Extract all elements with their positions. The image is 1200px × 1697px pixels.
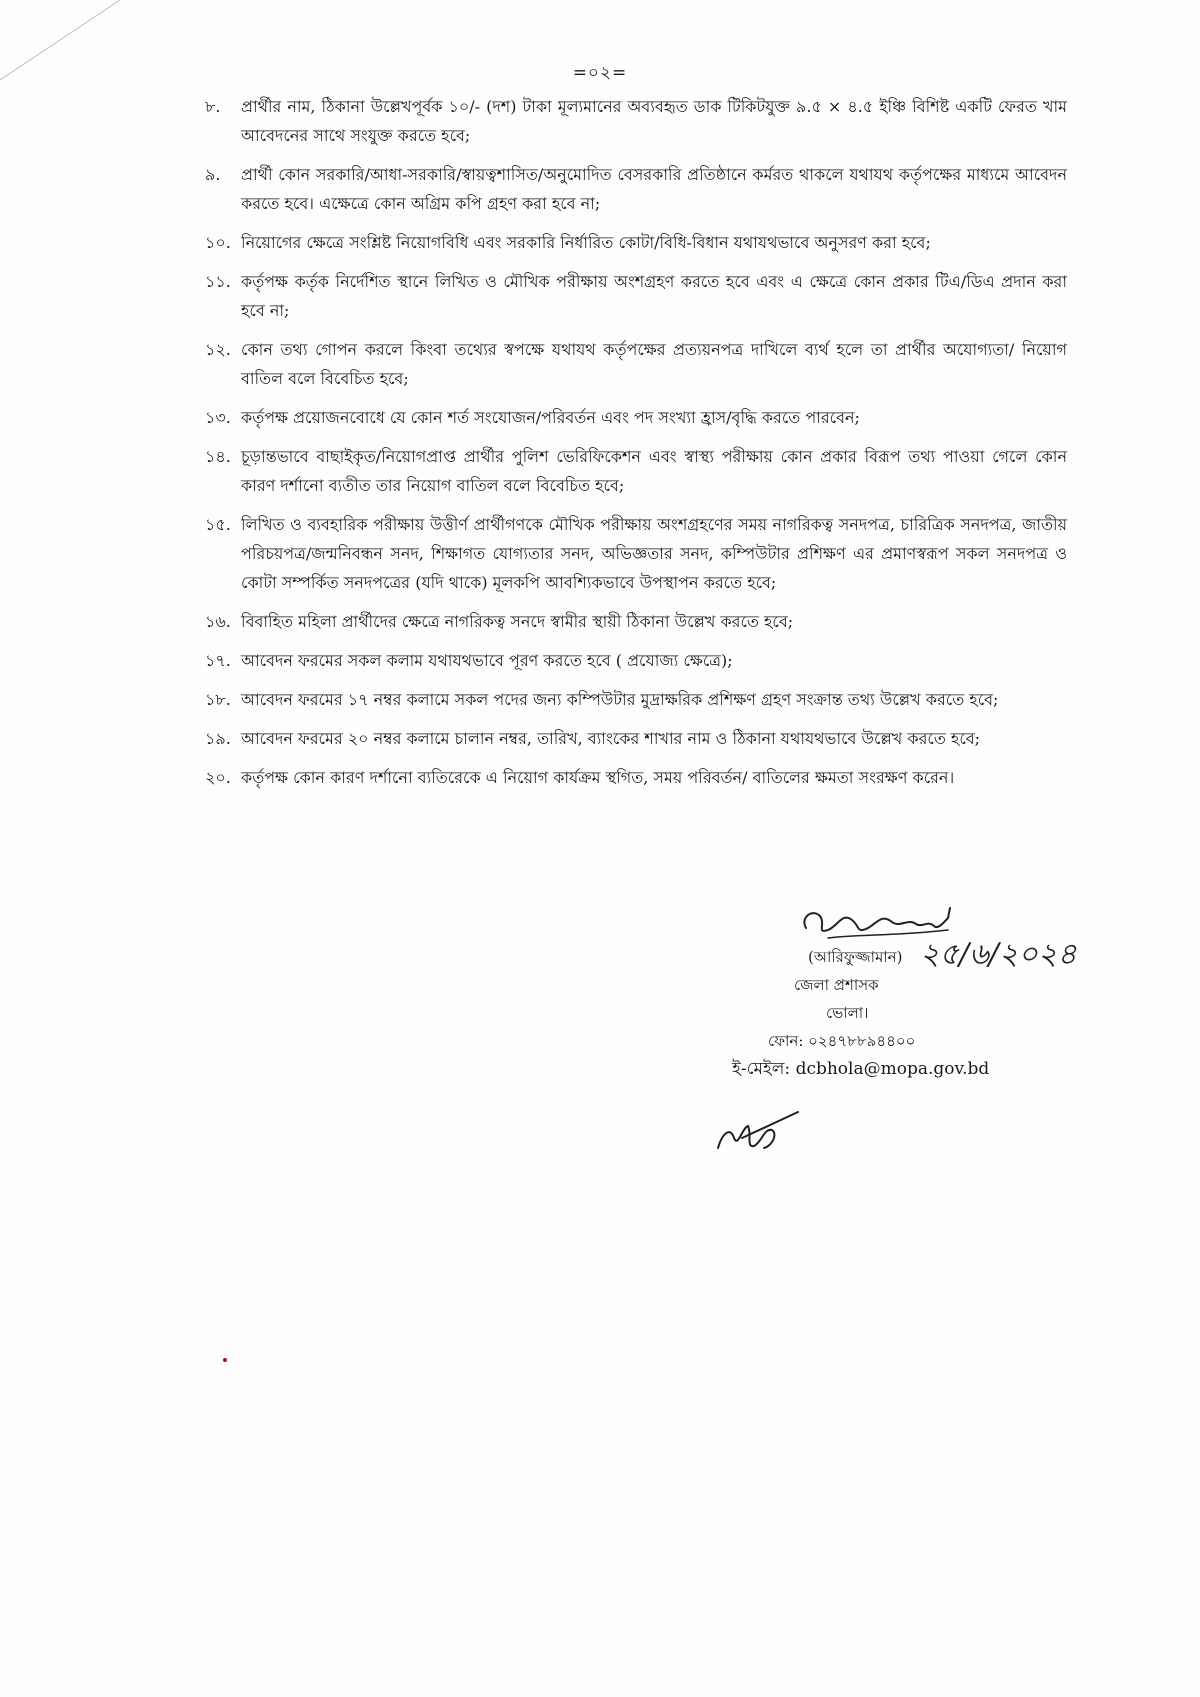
signatory-designation: জেলা প্রশাসক	[794, 976, 879, 994]
clause-text: কর্তৃপক্ষ প্রয়োজনবোধে যে কোন শর্ত সংযোজন/পরিবর্তন এবং পদ সংখ্যা হ্রাস/বৃদ্ধি করতে পারবেন;	[241, 408, 860, 427]
clause-number: ৯.	[205, 165, 221, 184]
clause-text: চূড়ান্তভাবে বাছাইকৃত/নিয়োগপ্রাপ্ত প্রার্থীর পুলিশ ভেরিফিকেশন এবং স্বাস্থ্য পরীক্ষায় কোন প্রকার বিরূপ তথ্য পাওয়া গেলে কোন কারণ দর্শানো ব্যতীত তার নিয়োগ বাতিল বলে বিবেচিত হবে;	[241, 447, 1067, 495]
clause-number: ৮.	[205, 97, 221, 116]
clause-number: ১৯.	[205, 729, 231, 748]
clause-number: ১০.	[205, 233, 231, 252]
clause-text: আবেদন ফরমের ২০ নম্বর কলামে চালান নম্বর, তারিখ, ব্যাংকের শাখার নাম ও ঠিকানা যথাযথভাবে উল্লেখ করতে হবে;	[241, 729, 981, 748]
clause-number: ১৮.	[205, 690, 231, 709]
clause-text: বিবাহিত মহিলা প্রার্থীদের ক্ষেত্রে নাগরিকত্ব সনদে স্বামীর স্থায়ী ঠিকানা উল্লেখ করতে হবে;	[241, 612, 794, 631]
clause-number: ১৭.	[205, 651, 231, 670]
list-item	[205, 442, 1067, 500]
list-item	[205, 607, 1067, 636]
clause-text: আবেদন ফরমের সকল কলাম যথাযথভাবে পূরণ করতে হবে ( প্রযোজ্য ক্ষেত্রে);	[241, 651, 733, 670]
list-item	[205, 763, 1067, 792]
clause-text: প্রার্থীর নাম, ঠিকানা উল্লেখপূর্বক ১০/- (দশ) টাকা মূল্যমানের অব্যবহৃত ডাক টিকিটযুক্ত ৯.৫ × ৪.৫ ইঞ্চি বিশিষ্ট একটি ফেরত খাম আবেদনের সাথে সংযুক্ত করতে হবে;	[241, 97, 1067, 145]
clause-number: ১৫.	[205, 515, 231, 534]
clause-number: ১৪.	[205, 447, 231, 466]
signatory-phone: ফোন: ০২৪৭৮৮৯৪৪০০	[768, 1032, 916, 1050]
clause-text: কোন তথ্য গোপন করলে কিংবা তথ্যের স্বপক্ষে যথাযথ কর্তৃপক্ষের প্রত্যয়নপত্র দাখিলে ব্যর্থ হলে তা প্রার্থীর অযোগ্যতা/ নিয়োগ বাতিল বলে বিবেচিত হবে;	[241, 340, 1067, 388]
clause-text: লিখিত ও ব্যবহারিক পরীক্ষায় উত্তীর্ণ প্রার্থীগণকে মৌখিক পরীক্ষায় অংশগ্রহণের সময় নাগরিকত্ব সনদপত্র, চারিত্রিক সনদপত্র, জাতীয় পরিচয়পত্র/জন্মনিবন্ধন সনদ, শিক্ষাগত যোগ্যতার সনদ, অভিজ্ঞতার সনদ, কম্পিউটার প্রশিক্ষণ এর প্রমাণস্বরূপ সকল সনদপত্র ও কোটা সম্পর্কিত সনদপত্রের (যদি থাকে) মূলকপি আবশ্যিকভাবে উপস্থাপন করতে হবে;	[241, 515, 1067, 592]
terms-list	[205, 92, 1067, 802]
page-number-marker: =০২=	[572, 63, 628, 83]
clause-text: কর্তৃপক্ষ কোন কারণ দর্শানো ব্যতিরেকে এ নিয়োগ কার্যক্রম স্থগিত, সময় পরিবর্তন/ বাতিলের ক্ষমতা সংরক্ষণ করেন।	[241, 768, 955, 787]
clause-text: কর্তৃপক্ষ কর্তৃক নির্দেশিত স্থানে লিখিত ও মৌখিক পরীক্ষায় অংশগ্রহণ করতে হবে এবং এ ক্ষেত্রে কোন প্রকার টিএ/ডিএ প্রদান করা হবে না;	[241, 272, 1067, 320]
list-item	[205, 646, 1067, 675]
list-item	[205, 685, 1067, 714]
signature-block	[732, 900, 1130, 1110]
list-item	[205, 267, 1067, 325]
list-item	[205, 160, 1067, 218]
clause-number: ১৬.	[205, 612, 231, 631]
list-item	[205, 403, 1067, 432]
list-item	[205, 228, 1067, 257]
list-item	[205, 335, 1067, 393]
clause-number: ২০.	[205, 768, 231, 787]
clause-number: ১১.	[205, 272, 231, 291]
signatory-office: ভোলা।	[826, 1004, 869, 1022]
handwritten-initial	[712, 1108, 802, 1158]
list-item	[205, 724, 1067, 753]
ink-speck	[223, 1358, 227, 1362]
clause-text: প্রার্থী কোন সরকারি/আধা-সরকারি/স্বায়ত্বশাসিত/অনুমোদিত বেসরকারি প্রতিষ্ঠানে কর্মরত থাকলে যথাযথ কর্তৃপক্ষের মাধ্যমে আবেদন করতে হবে। এক্ষেত্রে কোন অগ্রিম কপি গ্রহণ করা হবে না;	[241, 165, 1067, 213]
clause-number: ১৩.	[205, 408, 231, 427]
list-item	[205, 510, 1067, 597]
signatory-email: ই-মেইল: dcbhola@mopa.gov.bd	[732, 1059, 990, 1079]
clause-number: ১২.	[205, 340, 231, 359]
handwritten-date: ২৫/৬/২০২৪	[920, 937, 1077, 972]
clause-text: আবেদন ফরমের ১৭ নম্বর কলামে সকল পদের জন্য কম্পিউটার মুদ্রাক্ষরিক প্রশিক্ষণ গ্রহণ সংক্রান্ত তথ্য উল্লেখ করতে হবে;	[241, 690, 999, 709]
clause-text: নিয়োগের ক্ষেত্রে সংশ্লিষ্ট নিয়োগবিধি এবং সরকারি নির্ধারিত কোটা/বিধি-বিধান যথাযথভাবে অনুসরণ করা হবে;	[241, 233, 931, 252]
list-item	[205, 92, 1067, 150]
signatory-name: (আরিফুজ্জামান)	[808, 948, 903, 966]
